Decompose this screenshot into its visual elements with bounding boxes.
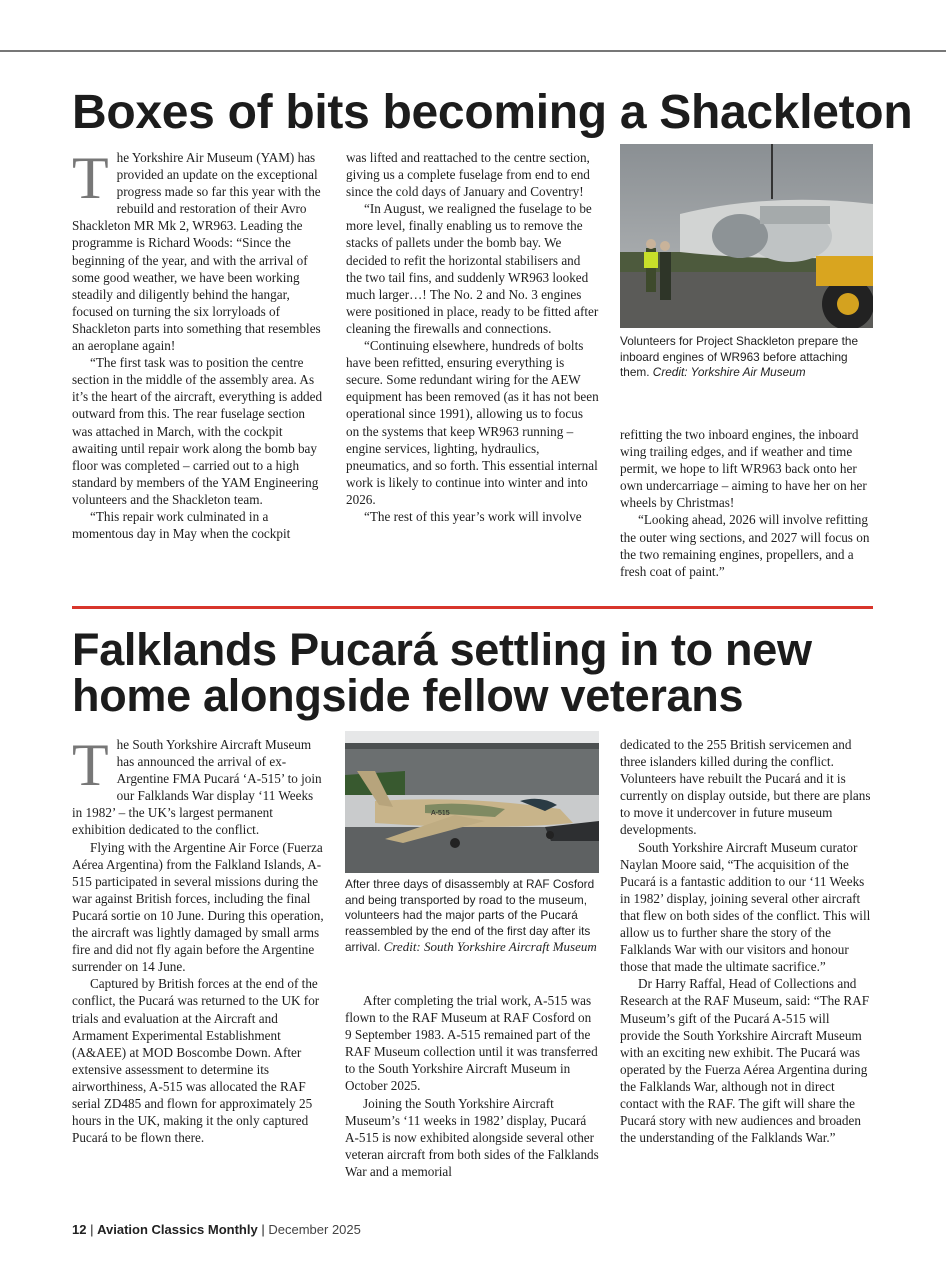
paragraph: was lifted and reattached to the centre section, giving us a complete fuselage from end to end since the cold days of January and Coventry! xyxy=(346,150,590,200)
paragraph: refitting the two inboard engines, the inboard wing trailing edges, and if weather and time permit, we hope to lift WR963 back onto her own undercarriage – aiming to have her on her wheels by Christmas! xyxy=(620,427,867,511)
caption-credit: Credit: Yorkshire Air Museum xyxy=(652,365,806,379)
shackleton-engine-photo xyxy=(620,144,873,328)
footer-separator: | xyxy=(90,1222,94,1237)
paragraph: dedicated to the 255 British servicemen and three islanders killed during the conflict. Volunteers have rebuilt the Pucará and it is currently on display outside, but there are plans to move it undercover in future museum developments. xyxy=(620,737,871,838)
page-number: 12 xyxy=(72,1222,87,1237)
paragraph: Captured by British forces at the end of the conflict, the Pucará was returned to the UK for trials and evaluation at the Aircraft and Armament Experimental Establishment (A&AEE) at MOD Boscombe Down. After extensive assessment to determine its airworthiness, A-515 was allocated the RAF serial ZD485 and flown for approximately 25 hours in the UK, making it the only captured Pucará to be flown there. xyxy=(72,976,320,1146)
paragraph: After completing the trial work, A-515 was flown to the RAF Museum at RAF Cosford on 9 September 1983. A-515 remained part of the RAF Museum collection until it was transferred to the South Yorkshire Aircraft Museum in October 2025. xyxy=(345,993,598,1094)
paragraph: Joining the South Yorkshire Aircraft Museum’s ‘11 weeks in 1982’ display, Pucará A-515 is now exhibited alongside several other veteran aircraft from both sides of the Falklands War and a memorial xyxy=(345,1095,599,1179)
article1-column-3 xyxy=(620,426,873,580)
issue-date: December 2025 xyxy=(268,1222,361,1237)
paragraph: he South Yorkshire Aircraft Museum has announced the arrival of ex-Argentine FMA Pucará ‘A-515’ to join our Falklands War display ‘11 Weeks in 1982’ – the UK’s largest permanent exhibition dedicated to the conflict. xyxy=(72,737,322,838)
pucara-aircraft-photo xyxy=(345,731,599,873)
article1-column-1 xyxy=(72,145,324,542)
paragraph: Flying with the Argentine Air Force (Fuerza Aérea Argentina) from the Falkland Islands, A-515 participated in several missions during the war against British forces, including the final Pucará sortie on 10 June. During this operation, the aircraft was lightly damaged by small arms fire and did not fly again before the Argentine surrender on 14 June. xyxy=(72,839,324,975)
article1-headline: Boxes of bits becoming a Shackleton xyxy=(72,86,913,139)
paragraph: “Looking ahead, 2026 will involve refitting the outer wing sections, and 2027 will focus on the two remaining engines, propellers, and a fresh coat of paint.” xyxy=(620,512,870,579)
drop-cap: T xyxy=(72,145,109,211)
article2-photo-caption xyxy=(345,877,599,956)
top-rule xyxy=(0,50,946,52)
paragraph: “In August, we realigned the fuselage to be more level, finally enabling us to remove the stacks of pallets under the bomb bay. We decided to refit the horizontal stabilisers and the two tail fins, and suddenly WR963 looked much larger…! The No. 2 and No. 3 engines were positioned in place, ready to be fitted after cleaning the firewalls and connections. xyxy=(346,201,599,336)
article1-column-2 xyxy=(346,149,599,525)
paragraph: “This repair work culminated in a momentous day in May when the cockpit xyxy=(72,508,291,542)
article1-photo-caption xyxy=(620,334,873,381)
article2-column-3 xyxy=(620,736,873,1146)
caption-text: After three days of disassembly at RAF Cosford and being transported by road to the museum, volunteers had the major parts of the Pucará reassembled by the end of the first day after its arrival. xyxy=(345,877,595,954)
paragraph: South Yorkshire Aircraft Museum curator Naylan Moore said, “The acquisition of the Pucará is a fantastic addition to our ‘11 Weeks in 1982’ display, joining several other aircraft that flew on both sides of the conflict. This will allow us to further share the story of the Falklands War with our visitors and honour those that made the ultimate sacrifice.” xyxy=(620,839,871,975)
magazine-name: Aviation Classics Monthly xyxy=(97,1222,258,1237)
paragraph: he Yorkshire Air Museum (YAM) has provided an update on the exceptional progress made so far this year with the rebuild and restoration of their Avro Shackleton MR Mk 2, WR963. Leading the programme is Richard Woods: “Since the beginning of the year, and with the arrival of some good weather, we have been working steadily and diligently behind the hangar, focused on turning the six lorryloads of Shackleton parts into something that resembles an aeroplane again! xyxy=(72,150,321,354)
paragraph: “The first task was to position the centre section in the middle of the assembly area. As it’s the heart of the aircraft, everything is added outward from this. The rear fuselage section was attached in March, with the cockpit awaiting until repair work along the bomb bay floor was completed – carried out to a high standard by members of the YAM Engineering volunteers and the Shackleton team. xyxy=(72,355,323,507)
paragraph: “Continuing elsewhere, hundreds of bolts have been refitted, ensuring everything is secure. Some redundant wiring for the AEW equipment has been removed (as it has not been operational since 1991), allowing us to focus on the systems that keep WR963 running – engine services, lighting, hydraulics, pneumatics, and so forth. This essential internal work is likely to continue into winter and into 2026. xyxy=(346,338,599,507)
article2-column-1 xyxy=(72,732,326,1146)
caption-text: Volunteers for Project Shackleton prepare the inboard engines of WR963 before attaching them. xyxy=(620,334,859,379)
caption-credit: Credit: South Yorkshire Aircraft Museum xyxy=(383,939,597,954)
page-footer xyxy=(72,1222,361,1237)
paragraph: Dr Harry Raffal, Head of Collections and Research at the RAF Museum, said: “The RAF Museum’s gift of the Pucará A-515 will provide the South Yorkshire Aircraft Museum with an exciting new exhibit. The Pucará was operated by the Fuerza Aérea Argentina during the Falklands War, although not in direct contact with the RAF. The gift will share the Pucará story with new audiences and broaden the understanding of the Falklands War.” xyxy=(620,976,870,1146)
article2-headline: Falklands Pucará settling in to new home alongside fellow veterans xyxy=(72,624,812,721)
footer-separator: | xyxy=(261,1222,265,1237)
paragraph: “The rest of this year’s work will involve xyxy=(364,508,582,524)
section-divider xyxy=(72,606,873,609)
drop-cap: T xyxy=(72,732,109,798)
article2-column-2 xyxy=(345,992,599,1180)
aircraft-serial-marking: A-515 xyxy=(431,810,450,817)
